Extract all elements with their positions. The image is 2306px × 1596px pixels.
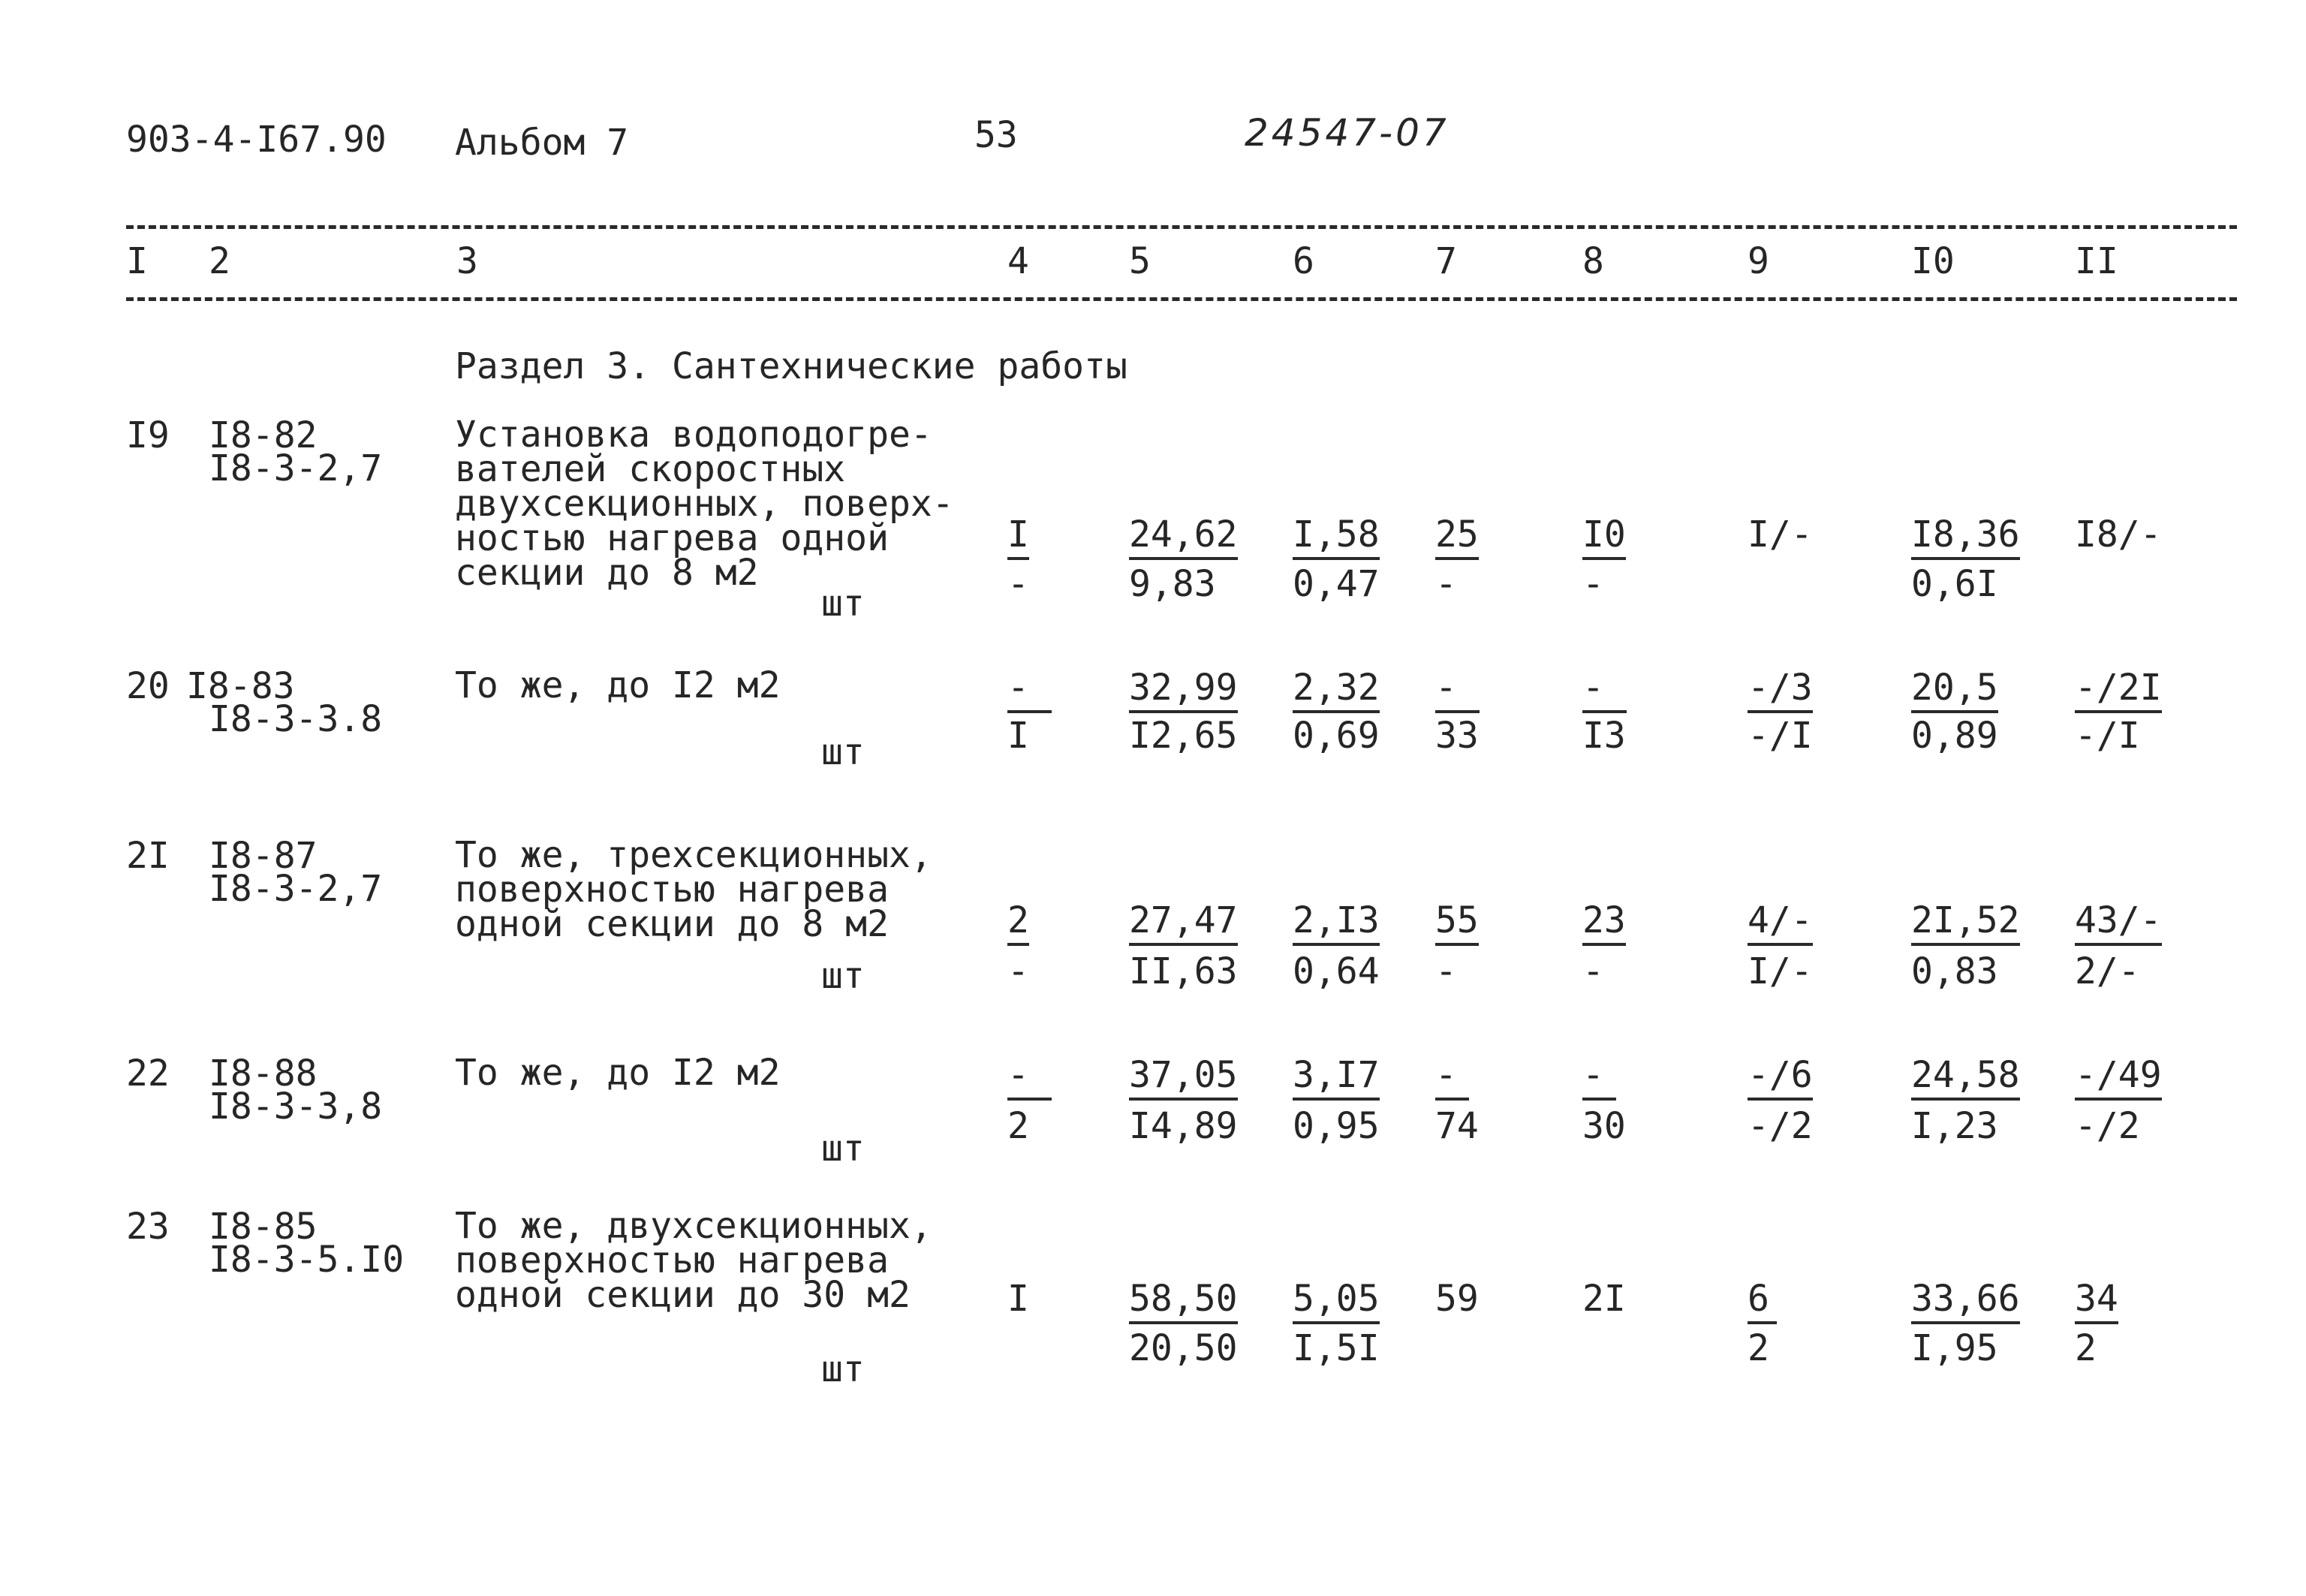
- cell-top: -/2I: [2075, 667, 2162, 713]
- norm-code: I8-83: [186, 665, 295, 707]
- cell-bottom: -: [1435, 950, 1457, 992]
- document-code: 903-4-I67.90: [126, 119, 387, 161]
- cell-top: -: [1435, 667, 1480, 713]
- price-code: I8-3-3.8: [209, 698, 383, 740]
- cell-top: 37,05: [1129, 1054, 1238, 1101]
- cell-bottom: -/I: [2075, 715, 2140, 757]
- cell-top: I8/-: [2075, 513, 2162, 556]
- header-rule-bottom: [126, 297, 2237, 301]
- cell-top: I: [1007, 1278, 1029, 1320]
- unit-label: шт: [821, 955, 865, 997]
- cell-bottom: 0,89: [1911, 715, 1998, 757]
- cell-bottom: 30: [1582, 1105, 1626, 1147]
- cell-top: -/6: [1748, 1054, 1813, 1101]
- cell-bottom: 0,83: [1911, 950, 1998, 992]
- cell-bottom: I/-: [1748, 950, 1813, 992]
- cell-bottom: -: [1007, 563, 1029, 605]
- row-number: 23: [126, 1206, 170, 1248]
- unit-label: шт: [821, 583, 865, 625]
- header-rule-top: [126, 225, 2237, 229]
- cell-top: 2I: [1582, 1278, 1626, 1320]
- cell-bottom: 9,83: [1129, 563, 1216, 605]
- cell-bottom: I: [1007, 715, 1029, 757]
- cell-bottom: 0,47: [1293, 563, 1380, 605]
- price-code: I8-3-2,7: [209, 447, 383, 489]
- handwritten-stamp: 24547-07: [1245, 111, 1450, 155]
- cell-top: 33,66: [1911, 1278, 2020, 1324]
- cell-top: 5,05: [1293, 1278, 1380, 1324]
- cell-top: 34: [2075, 1278, 2118, 1324]
- work-description: То же, трехсекционных, поверхностью нагрева одной секции до 8 м2: [455, 834, 932, 945]
- cell-top: I: [1007, 513, 1029, 560]
- cell-top: 2I,52: [1911, 899, 2020, 946]
- cell-top: 23: [1582, 899, 1626, 946]
- column-number: 3: [456, 240, 478, 282]
- cell-top: 20,5: [1911, 667, 1998, 713]
- cell-bottom: -: [1007, 950, 1029, 992]
- column-number: 7: [1435, 240, 1457, 282]
- cell-bottom: 0,6I: [1911, 563, 1998, 605]
- column-number: I0: [1911, 240, 1955, 282]
- unit-label: шт: [821, 731, 865, 773]
- cell-top: 58,50: [1129, 1278, 1238, 1324]
- cell-bottom: I,5I: [1293, 1327, 1380, 1369]
- cell-top: -/3: [1748, 667, 1813, 713]
- cell-bottom: 33: [1435, 715, 1479, 757]
- unit-label: шт: [821, 1128, 865, 1170]
- price-code: I8-3-3,8: [209, 1086, 383, 1128]
- cell-bottom: 74: [1435, 1105, 1479, 1147]
- cell-top: 32,99: [1129, 667, 1238, 713]
- cell-top: 24,62: [1129, 513, 1238, 560]
- work-description: Установка водоподогре- вателей скоростных двухсекционных, поверх- ностью нагрева одной секции до 8 м2: [455, 414, 954, 594]
- unit-label: шт: [821, 1348, 865, 1390]
- cell-bottom: -: [1582, 563, 1604, 605]
- work-description: То же, двухсекционных, поверхностью нагрева одной секции до 30 м2: [455, 1205, 932, 1316]
- column-number: 9: [1748, 240, 1769, 282]
- cell-top: 55: [1435, 899, 1479, 946]
- column-number: 8: [1582, 240, 1604, 282]
- cell-top: 59: [1435, 1278, 1479, 1320]
- work-description: То же, до I2 м2: [455, 1052, 781, 1094]
- row-number: 22: [126, 1052, 170, 1095]
- cell-top: I,58: [1293, 513, 1380, 560]
- cell-bottom: 0,64: [1293, 950, 1380, 992]
- cell-top: I8,36: [1911, 513, 2020, 560]
- cell-bottom: -: [1582, 950, 1604, 992]
- cell-top: 27,47: [1129, 899, 1238, 946]
- cell-top: 24,58: [1911, 1054, 2020, 1101]
- cell-bottom: I3: [1582, 715, 1626, 757]
- column-number: 6: [1293, 240, 1314, 282]
- cell-top: 2,I3: [1293, 899, 1380, 946]
- price-code: I8-3-5.I0: [209, 1239, 405, 1281]
- cell-top: -/49: [2075, 1054, 2162, 1101]
- row-number: I9: [126, 414, 170, 456]
- cell-top: 2: [1007, 899, 1029, 946]
- column-number: I: [126, 240, 148, 282]
- section-title: Раздел 3. Сантехнические работы: [455, 345, 1127, 387]
- album-label: Альбом 7: [455, 122, 629, 164]
- cell-top: 6: [1748, 1278, 1777, 1324]
- cell-bottom: -/2: [2075, 1105, 2140, 1147]
- cell-bottom: I,23: [1911, 1105, 1998, 1147]
- column-number: 4: [1007, 240, 1029, 282]
- norm-code: I8-85: [209, 1206, 318, 1248]
- norm-code: I8-88: [209, 1052, 318, 1095]
- work-description: То же, до I2 м2: [455, 664, 781, 706]
- cell-top: 43/-: [2075, 899, 2162, 946]
- page-number: 53: [974, 114, 1018, 156]
- cell-bottom: 0,69: [1293, 715, 1380, 757]
- cell-top: -: [1582, 667, 1627, 713]
- column-number: II: [2075, 240, 2118, 282]
- cell-top: -: [1007, 1054, 1052, 1101]
- cell-bottom: 2: [1748, 1327, 1769, 1369]
- row-number: 20: [126, 665, 170, 707]
- cell-bottom: I2,65: [1129, 715, 1238, 757]
- cell-bottom: -/I: [1748, 715, 1813, 757]
- cell-bottom: II,63: [1129, 950, 1238, 992]
- cell-top: 3,I7: [1293, 1054, 1380, 1101]
- cell-top: I/-: [1748, 513, 1813, 556]
- cell-top: 2,32: [1293, 667, 1380, 713]
- norm-code: I8-82: [209, 414, 318, 456]
- price-code: I8-3-2,7: [209, 868, 383, 910]
- cell-bottom: -: [1435, 563, 1457, 605]
- cell-top: -: [1007, 667, 1052, 713]
- column-number: 5: [1129, 240, 1151, 282]
- cell-bottom: 20,50: [1129, 1327, 1238, 1369]
- row-number: 2I: [126, 835, 170, 877]
- cell-bottom: 2/-: [2075, 950, 2140, 992]
- cell-bottom: I4,89: [1129, 1105, 1238, 1147]
- cell-bottom: I,95: [1911, 1327, 1998, 1369]
- cell-top: 25: [1435, 513, 1479, 560]
- cell-bottom: 2: [2075, 1327, 2097, 1369]
- cell-top: -: [1582, 1054, 1616, 1101]
- column-number: 2: [209, 240, 230, 282]
- norm-code: I8-87: [209, 835, 318, 877]
- cell-bottom: 2: [1007, 1105, 1029, 1147]
- cell-bottom: 0,95: [1293, 1105, 1380, 1147]
- cell-top: 4/-: [1748, 899, 1813, 946]
- cell-bottom: -/2: [1748, 1105, 1813, 1147]
- cell-top: I0: [1582, 513, 1626, 560]
- cell-top: -: [1435, 1054, 1469, 1101]
